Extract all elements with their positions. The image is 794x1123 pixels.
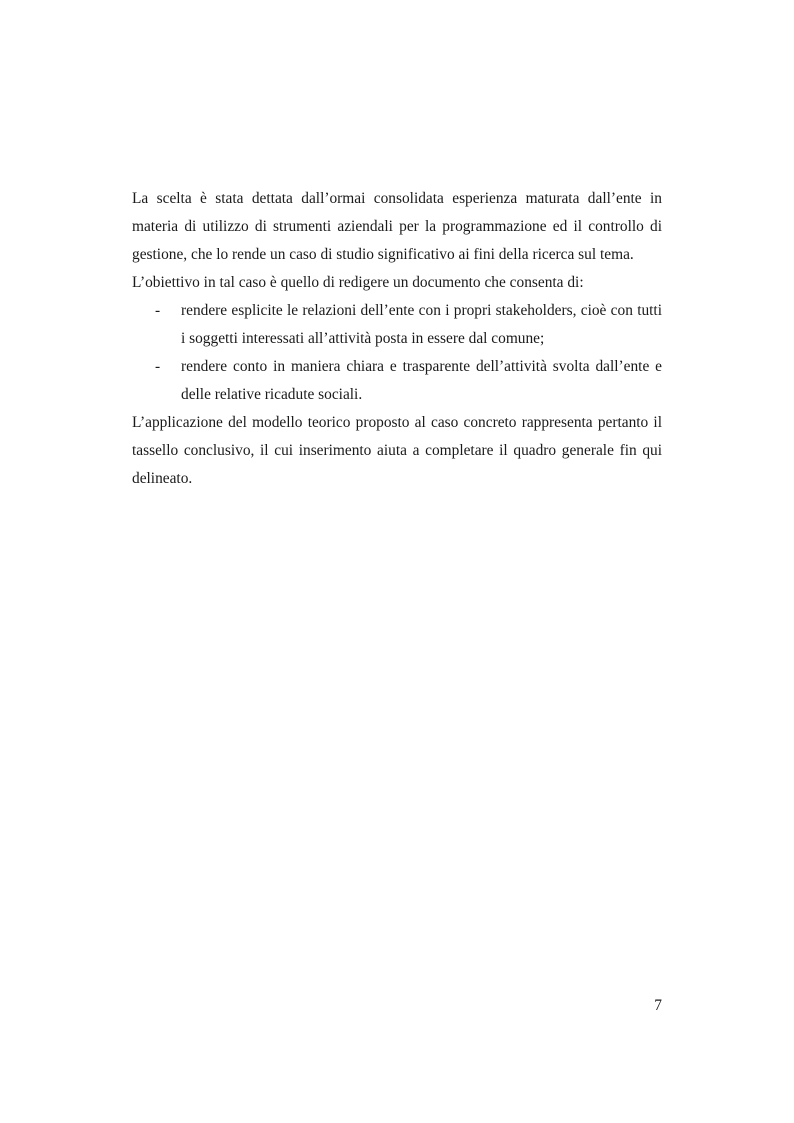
objectives-list — [132, 297, 662, 409]
bullet-dash: - — [155, 302, 161, 319]
page-number: 7 — [654, 997, 662, 1014]
list-item — [132, 297, 662, 353]
list-item-text: rendere conto in maniera chiara e trasparente dell’attività svolta dall’ente e delle relative ricadute sociali. — [181, 358, 662, 403]
body-text — [132, 185, 662, 493]
list-item-text: rendere esplicite le relazioni dell’ente con i propri stakeholders, cioè con tutti i soggetti interessati all’attività posta in essere dal comune; — [181, 302, 662, 347]
paragraph-applicazione: L’applicazione del modello teorico proposto al caso concreto rappresenta pertanto il tassello conclusivo, il cui inserimento aiuta a completare il quadro generale fin qui delineato. — [132, 414, 662, 487]
list-item — [132, 353, 662, 409]
bullet-dash: - — [155, 358, 161, 375]
paragraph-obiettivo: L’obiettivo in tal caso è quello di redigere un documento che consenta di: — [132, 274, 584, 291]
paragraph-scelta: La scelta è stata dettata dall’ormai consolidata esperienza maturata dall’ente in materia di utilizzo di strumenti aziendali per la programmazione ed il controllo di gestione, che lo rende un caso di studio significativo ai fini della ricerca sul tema. — [132, 190, 662, 263]
